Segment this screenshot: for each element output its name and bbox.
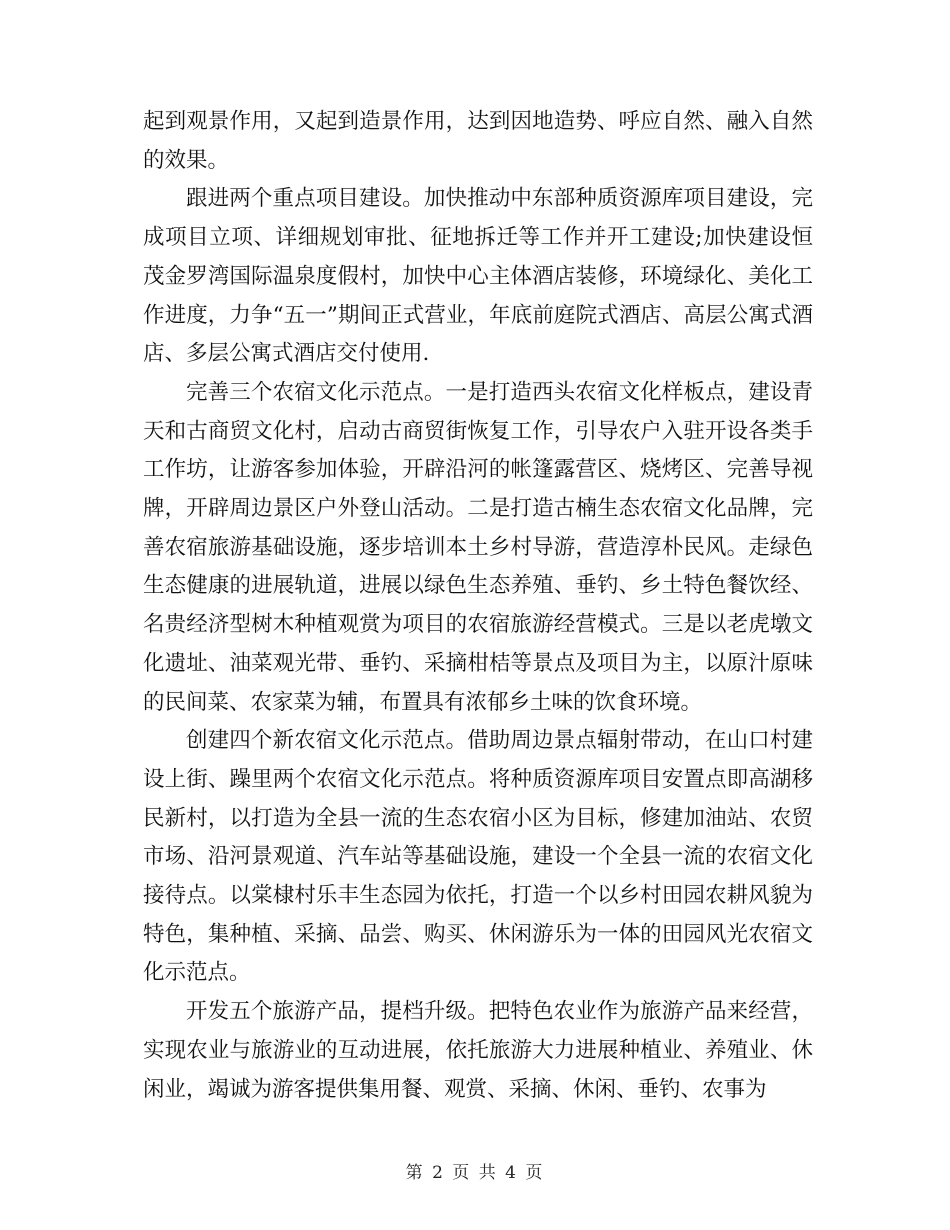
paragraph-key-projects: 跟进两个重点项目建设。加快推动中东部种质资源库项目建设，完成项目立项、详细规划审批、征地拆迁等工作并开工建设;加快建设恒茂金罗湾国际温泉度假村，加快中心主体酒店装修，环境绿化、美化工作进度，力争“五一”期间正式营业，年底前庭院式酒店、高层公寓式酒店、多层公寓式酒店交付使用.: [143, 186, 813, 367]
paragraph-five-tourism-products: 开发五个旅游产品，提档升级。把特色农业作为旅游产品来经营，实现农业与旅游业的互动进展，依托旅游大力进展种植业、养殖业、休闲业，竭诚为游客提供集用餐、观赏、采摘、休闲、垂钓、农事为: [143, 999, 813, 1102]
paragraph-four-new-demo-sites: 创建四个新农宿文化示范点。借助周边景点辐射带动，在山口村建设上街、躁里两个农宿文化示范点。将种质资源库项目安置点即高湖移民新村，以打造为全县一流的生态农宿小区为目标，修建加油站、农贸市场、沿河景观道、汽车站等基础设施，建设一个全县一流的农宿文化接待点。以棠棣村乐丰生态园为依托，打造一个以乡村田园农耕风貌为特色，集种植、采摘、品尝、购买、休闲游乐为一体的田园风光农宿文化示范点。: [143, 728, 813, 986]
page-number-footer: 第 2 页 共 4 页: [405, 1163, 545, 1183]
paragraph-three-demo-sites: 完善三个农宿文化示范点。一是打造西头农宿文化样板点，建设青天和古商贸文化村，启动古商贸街恢复工作，引导农户入驻开设各类手工作坊，让游客参加体验，开辟沿河的帐篷露营区、烧烤区、完善导视牌，开辟周边景区户外登山活动。二是打造古楠生态农宿文化品牌，完善农宿旅游基础设施，逐步培训本土乡村导游，营造淳朴民风。走绿色生态健康的进展轨道，进展以绿色生态养殖、垂钓、乡土特色餐饮经、名贵经济型树木种植观赏为项目的农宿旅游经营模式。三是以老虎墩文化遗址、油菜观光带、垂钓、采摘柑桔等景点及项目为主，以原汁原味的民间菜、农家菜为辅，布置具有浓郁乡土味的饮食环境。: [143, 379, 813, 715]
paragraph-continuation: 起到观景作用，又起到造景作用，达到因地造势、呼应自然、融入自然的效果。: [143, 109, 813, 173]
document-body: [143, 103, 813, 1109]
